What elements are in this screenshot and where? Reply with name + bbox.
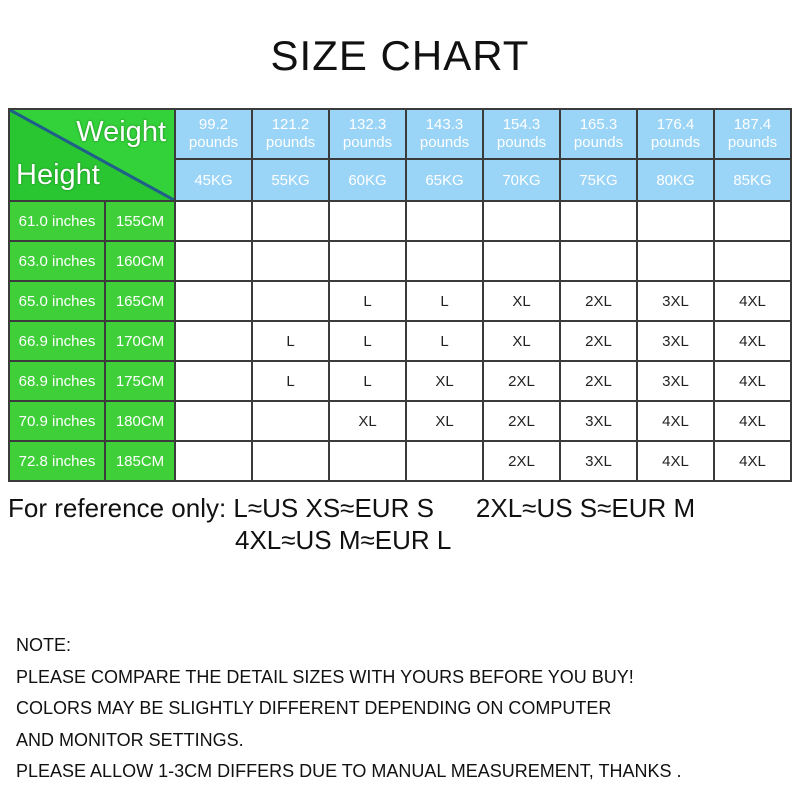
weight-pounds-1 [176, 110, 251, 158]
size-cell [176, 442, 251, 480]
size-cell [253, 442, 328, 480]
size-cell [176, 402, 251, 440]
note-section [16, 630, 681, 788]
reference-l: For reference only: L≈US XS≈EUR S [8, 493, 434, 523]
height-inches: 68.9 inches [10, 362, 104, 400]
note-heading: NOTE: [16, 635, 72, 655]
size-cell: L [330, 282, 405, 320]
size-grid [8, 108, 792, 482]
size-cell: 3XL [561, 442, 636, 480]
size-cell [638, 202, 713, 240]
size-cell [330, 442, 405, 480]
note-line: PLEASE COMPARE THE DETAIL SIZES WITH YOURS BEFORE YOU BUY! [16, 666, 634, 687]
size-row [10, 202, 790, 240]
height-inches: 72.8 inches [10, 442, 104, 480]
size-cell [176, 322, 251, 360]
note-line: AND MONITOR SETTINGS. [16, 729, 244, 750]
pounds-unit: pounds [419, 134, 470, 151]
weight-pounds-6 [561, 110, 636, 158]
size-cell [484, 202, 559, 240]
size-cell [253, 282, 328, 320]
size-cell: 4XL [715, 402, 790, 440]
size-cell [176, 242, 251, 280]
weight-kg-7: 80KG [638, 160, 713, 200]
weight-pounds-3 [330, 110, 405, 158]
size-cell: L [253, 322, 328, 360]
weight-kg-3: 60KG [330, 160, 405, 200]
size-cell: 3XL [638, 322, 713, 360]
size-cell: L [330, 362, 405, 400]
size-cell: XL [407, 362, 482, 400]
height-inches: 61.0 inches [10, 202, 104, 240]
corner-header [10, 110, 174, 200]
weight-kg-5: 70KG [484, 160, 559, 200]
size-cell [176, 362, 251, 400]
size-cell: 4XL [715, 322, 790, 360]
size-row [10, 282, 790, 320]
size-chart-table [8, 108, 792, 482]
pounds-value: 143.3 [425, 116, 464, 133]
pounds-value: 99.2 [198, 116, 229, 133]
pounds-header-row [10, 110, 790, 158]
size-row [10, 322, 790, 360]
pounds-value: 132.3 [348, 116, 387, 133]
size-cell: 2XL [561, 282, 636, 320]
weight-kg-2: 55KG [253, 160, 328, 200]
pounds-value: 176.4 [656, 116, 695, 133]
size-cell [176, 202, 251, 240]
size-cell: 4XL [638, 442, 713, 480]
size-cell: L [253, 362, 328, 400]
height-label: Height [16, 159, 100, 191]
pounds-unit: pounds [496, 134, 547, 151]
size-cell [407, 242, 482, 280]
size-cell [484, 242, 559, 280]
size-cell [176, 282, 251, 320]
weight-kg-8: 85KG [715, 160, 790, 200]
size-cell: L [330, 322, 405, 360]
size-cell: L [407, 282, 482, 320]
reference-2xl: 2XL≈US S≈EUR M [475, 493, 696, 523]
reference-line-1 [8, 493, 695, 524]
size-row [10, 442, 790, 480]
size-cell [407, 202, 482, 240]
size-cell: 4XL [715, 282, 790, 320]
note-line: COLORS MAY BE SLIGHTLY DIFFERENT DEPENDING ON COMPUTER [16, 698, 612, 718]
size-cell: XL [330, 402, 405, 440]
size-cell: 2XL [561, 362, 636, 400]
pounds-value: 121.2 [271, 116, 310, 133]
size-cell: 2XL [484, 442, 559, 480]
size-cell: 4XL [638, 402, 713, 440]
size-row [10, 402, 790, 440]
size-cell [715, 242, 790, 280]
size-cell: 4XL [715, 362, 790, 400]
size-cell: XL [484, 282, 559, 320]
weight-pounds-4 [407, 110, 482, 158]
size-cell: 4XL [715, 442, 790, 480]
size-cell: L [407, 322, 482, 360]
page-title: SIZE CHART [270, 32, 530, 79]
size-row [10, 242, 790, 280]
pounds-unit: pounds [573, 134, 624, 151]
weight-label: Weight [76, 116, 166, 148]
size-cell: 3XL [638, 362, 713, 400]
weight-kg-6: 75KG [561, 160, 636, 200]
height-inches: 66.9 inches [10, 322, 104, 360]
pounds-value: 187.4 [733, 116, 772, 133]
size-cell [561, 202, 636, 240]
pounds-unit: pounds [650, 134, 701, 151]
height-cm: 175CM [106, 362, 174, 400]
size-cell: XL [484, 322, 559, 360]
height-cm: 180CM [106, 402, 174, 440]
size-cell [330, 202, 405, 240]
weight-pounds-5 [484, 110, 559, 158]
height-inches: 65.0 inches [10, 282, 104, 320]
size-cell: 2XL [561, 322, 636, 360]
pounds-unit: pounds [727, 134, 778, 151]
weight-kg-1: 45KG [176, 160, 251, 200]
pounds-unit: pounds [265, 134, 316, 151]
size-cell [253, 202, 328, 240]
size-cell [330, 242, 405, 280]
height-cm: 170CM [106, 322, 174, 360]
pounds-value: 165.3 [579, 116, 618, 133]
height-cm: 155CM [106, 202, 174, 240]
pounds-unit: pounds [342, 134, 393, 151]
size-cell [253, 402, 328, 440]
pounds-unit: pounds [188, 134, 239, 151]
height-cm: 165CM [106, 282, 174, 320]
size-cell [638, 242, 713, 280]
size-cell [715, 202, 790, 240]
size-row [10, 362, 790, 400]
size-cell: XL [407, 402, 482, 440]
size-cell: 3XL [638, 282, 713, 320]
weight-pounds-7 [638, 110, 713, 158]
size-cell [407, 442, 482, 480]
height-cm: 160CM [106, 242, 174, 280]
size-cell [561, 242, 636, 280]
note-line: PLEASE ALLOW 1-3CM DIFFERS DUE TO MANUAL MEASUREMENT, THANKS . [16, 761, 682, 781]
pounds-value: 154.3 [502, 116, 541, 133]
height-inches: 63.0 inches [10, 242, 104, 280]
size-cell: 3XL [561, 402, 636, 440]
height-inches: 70.9 inches [10, 402, 104, 440]
weight-pounds-8 [715, 110, 790, 158]
reference-4xl: 4XL≈US M≈EUR L [235, 525, 452, 555]
size-cell: 2XL [484, 362, 559, 400]
weight-kg-4: 65KG [407, 160, 482, 200]
size-cell [253, 242, 328, 280]
height-cm: 185CM [106, 442, 174, 480]
size-cell: 2XL [484, 402, 559, 440]
weight-pounds-2 [253, 110, 328, 158]
